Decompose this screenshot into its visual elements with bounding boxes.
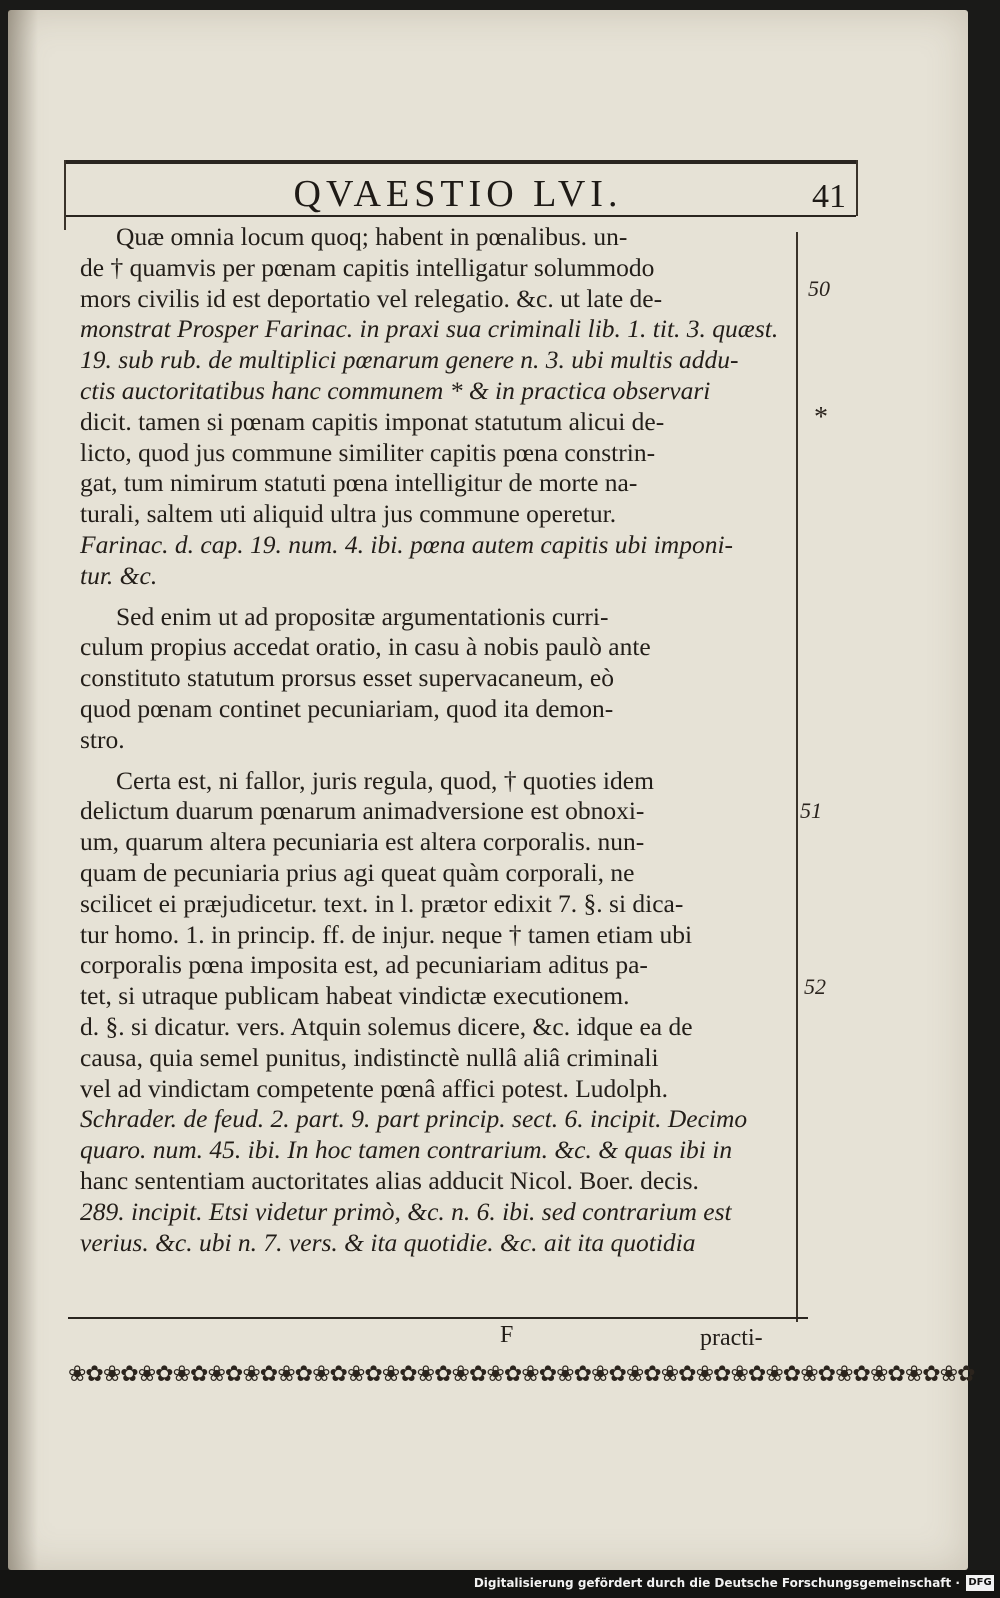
text-line: 19. sub rub. de multiplici pœnarum genere n. 3. ubi multis addu- <box>80 345 739 375</box>
text-line: tur. &c. <box>80 560 158 590</box>
text-line: turali, saltem uti aliquid ultra jus commune operetur. <box>80 499 617 529</box>
page-number: 41 <box>812 178 846 215</box>
text-line: scilicet ei præjudicetur. text. in l. prætor edixit 7. §. si dica- <box>80 888 684 918</box>
margin-note-50: 50 <box>808 276 830 301</box>
text-line: 289. incipit. Etsi videtur primò, &c. n. 6. ibi. sed contrarium est <box>80 1196 732 1226</box>
text-line: corporalis pœna imposita est, ad pecuniariam aditus pa- <box>80 950 648 980</box>
text-line: dicit. tamen si pœnam capitis imponat statutum alicui de- <box>80 406 665 436</box>
text-line: quam de pecuniaria prius agi queat quàm corporali, ne <box>80 857 635 887</box>
footer-credit: Digitalisierung gefördert durch die Deutsche Forschungsgemeinschaft · <box>473 1576 960 1590</box>
text-line: um, quarum altera pecuniaria est altera corporalis. nun- <box>80 827 645 857</box>
text-line: Certa est, ni fallor, juris regula, quod, † quoties idem <box>116 765 654 795</box>
frame-right <box>796 232 798 1322</box>
text-line: tet, si utraque publicam habeat vindictæ executionem. <box>80 981 630 1011</box>
text-line: licto, quod jus commune similiter capitis pœna constrin- <box>80 437 656 467</box>
header-rule-top <box>64 160 856 164</box>
text-line: mors civilis id est deportatio vel relegatio. &c. ut late de- <box>80 283 663 313</box>
margin-note-asterisk: * <box>814 402 828 433</box>
text-line: hanc sententiam auctoritates alias adducit Nicol. Boer. decis. <box>80 1165 699 1195</box>
text-line: stro. <box>80 724 125 754</box>
text-line: monstrat Prosper Farinac. in praxi sua criminali lib. 1. tit. 3. quæst. <box>80 314 779 344</box>
dfg-logo: DFG <box>966 1575 994 1591</box>
text-line: culum propius accedat oratio, in casu à nobis paulò ante <box>80 632 651 662</box>
text-line: Quæ omnia locum quoq; habent in pœnalibus. un- <box>116 222 628 251</box>
book-page <box>8 10 975 1570</box>
text-line: d. §. si dicatur. vers. Atquin solemus dicere, &c. idque ea de <box>80 1011 693 1041</box>
text-bottom-rule <box>68 1317 808 1319</box>
frame-right-top <box>856 160 858 216</box>
running-header: QVAESTIO LVI. <box>293 173 623 215</box>
frame-left <box>64 160 66 230</box>
margin-note-52: 52 <box>804 974 826 999</box>
text-block <box>80 222 792 1258</box>
margin-note-51: 51 <box>800 798 822 823</box>
text-line: gat, tum nimirum statuti pœna intelligitur de morte na- <box>80 468 638 498</box>
spine-shadow <box>8 10 38 1570</box>
catchword: practi- <box>700 1325 763 1351</box>
text-line: Farinac. d. cap. 19. num. 4. ibi. pœna autem capitis ubi imponi- <box>80 529 734 559</box>
signature-mark: F <box>500 1322 514 1348</box>
footer-bar <box>0 1570 1000 1598</box>
text-line: quod pœnam continet pecuniariam, quod ita demon- <box>80 693 614 723</box>
text-line: vel ad vindictam competente pœnâ affici potest. Ludolph. <box>80 1073 668 1103</box>
text-line: tur homo. 1. in princip. ff. de injur. neque † tamen etiam ubi <box>80 919 693 949</box>
text-line: causa, quia semel punitus, indistinctè nullâ aliâ criminali <box>80 1042 659 1072</box>
text-line: verius. &c. ubi n. 7. vers. & ita quotidie. &c. ait ita quotidia <box>80 1227 696 1257</box>
text-line: Schrader. de feud. 2. part. 9. part princip. sect. 6. incipit. Decimo <box>80 1104 748 1134</box>
text-line: de † quamvis per pœnam capitis intelligatur solummodo <box>80 252 655 282</box>
text-line: Sed enim ut ad propositæ argumentationis curri- <box>116 601 609 631</box>
text-line: ctis auctoritatibus hanc communem * & in practica observari <box>80 375 711 405</box>
text-line: delictum duarum pœnarum animadversione est obnoxi- <box>80 796 645 826</box>
text-line: constituto statutum prorsus esset supervacaneum, eò <box>80 663 614 693</box>
text-line: quaro. num. 45. ibi. In hoc tamen contrarium. &c. & quas ibi in <box>80 1135 733 1165</box>
ornament-border: ❀✿❀✿❀✿❀✿❀✿❀✿❀✿❀✿❀✿❀✿❀✿❀✿❀✿❀✿❀✿❀✿❀✿❀✿❀✿❀✿❀✿❀✿❀✿❀✿❀✿❀✿ <box>68 1362 975 1387</box>
